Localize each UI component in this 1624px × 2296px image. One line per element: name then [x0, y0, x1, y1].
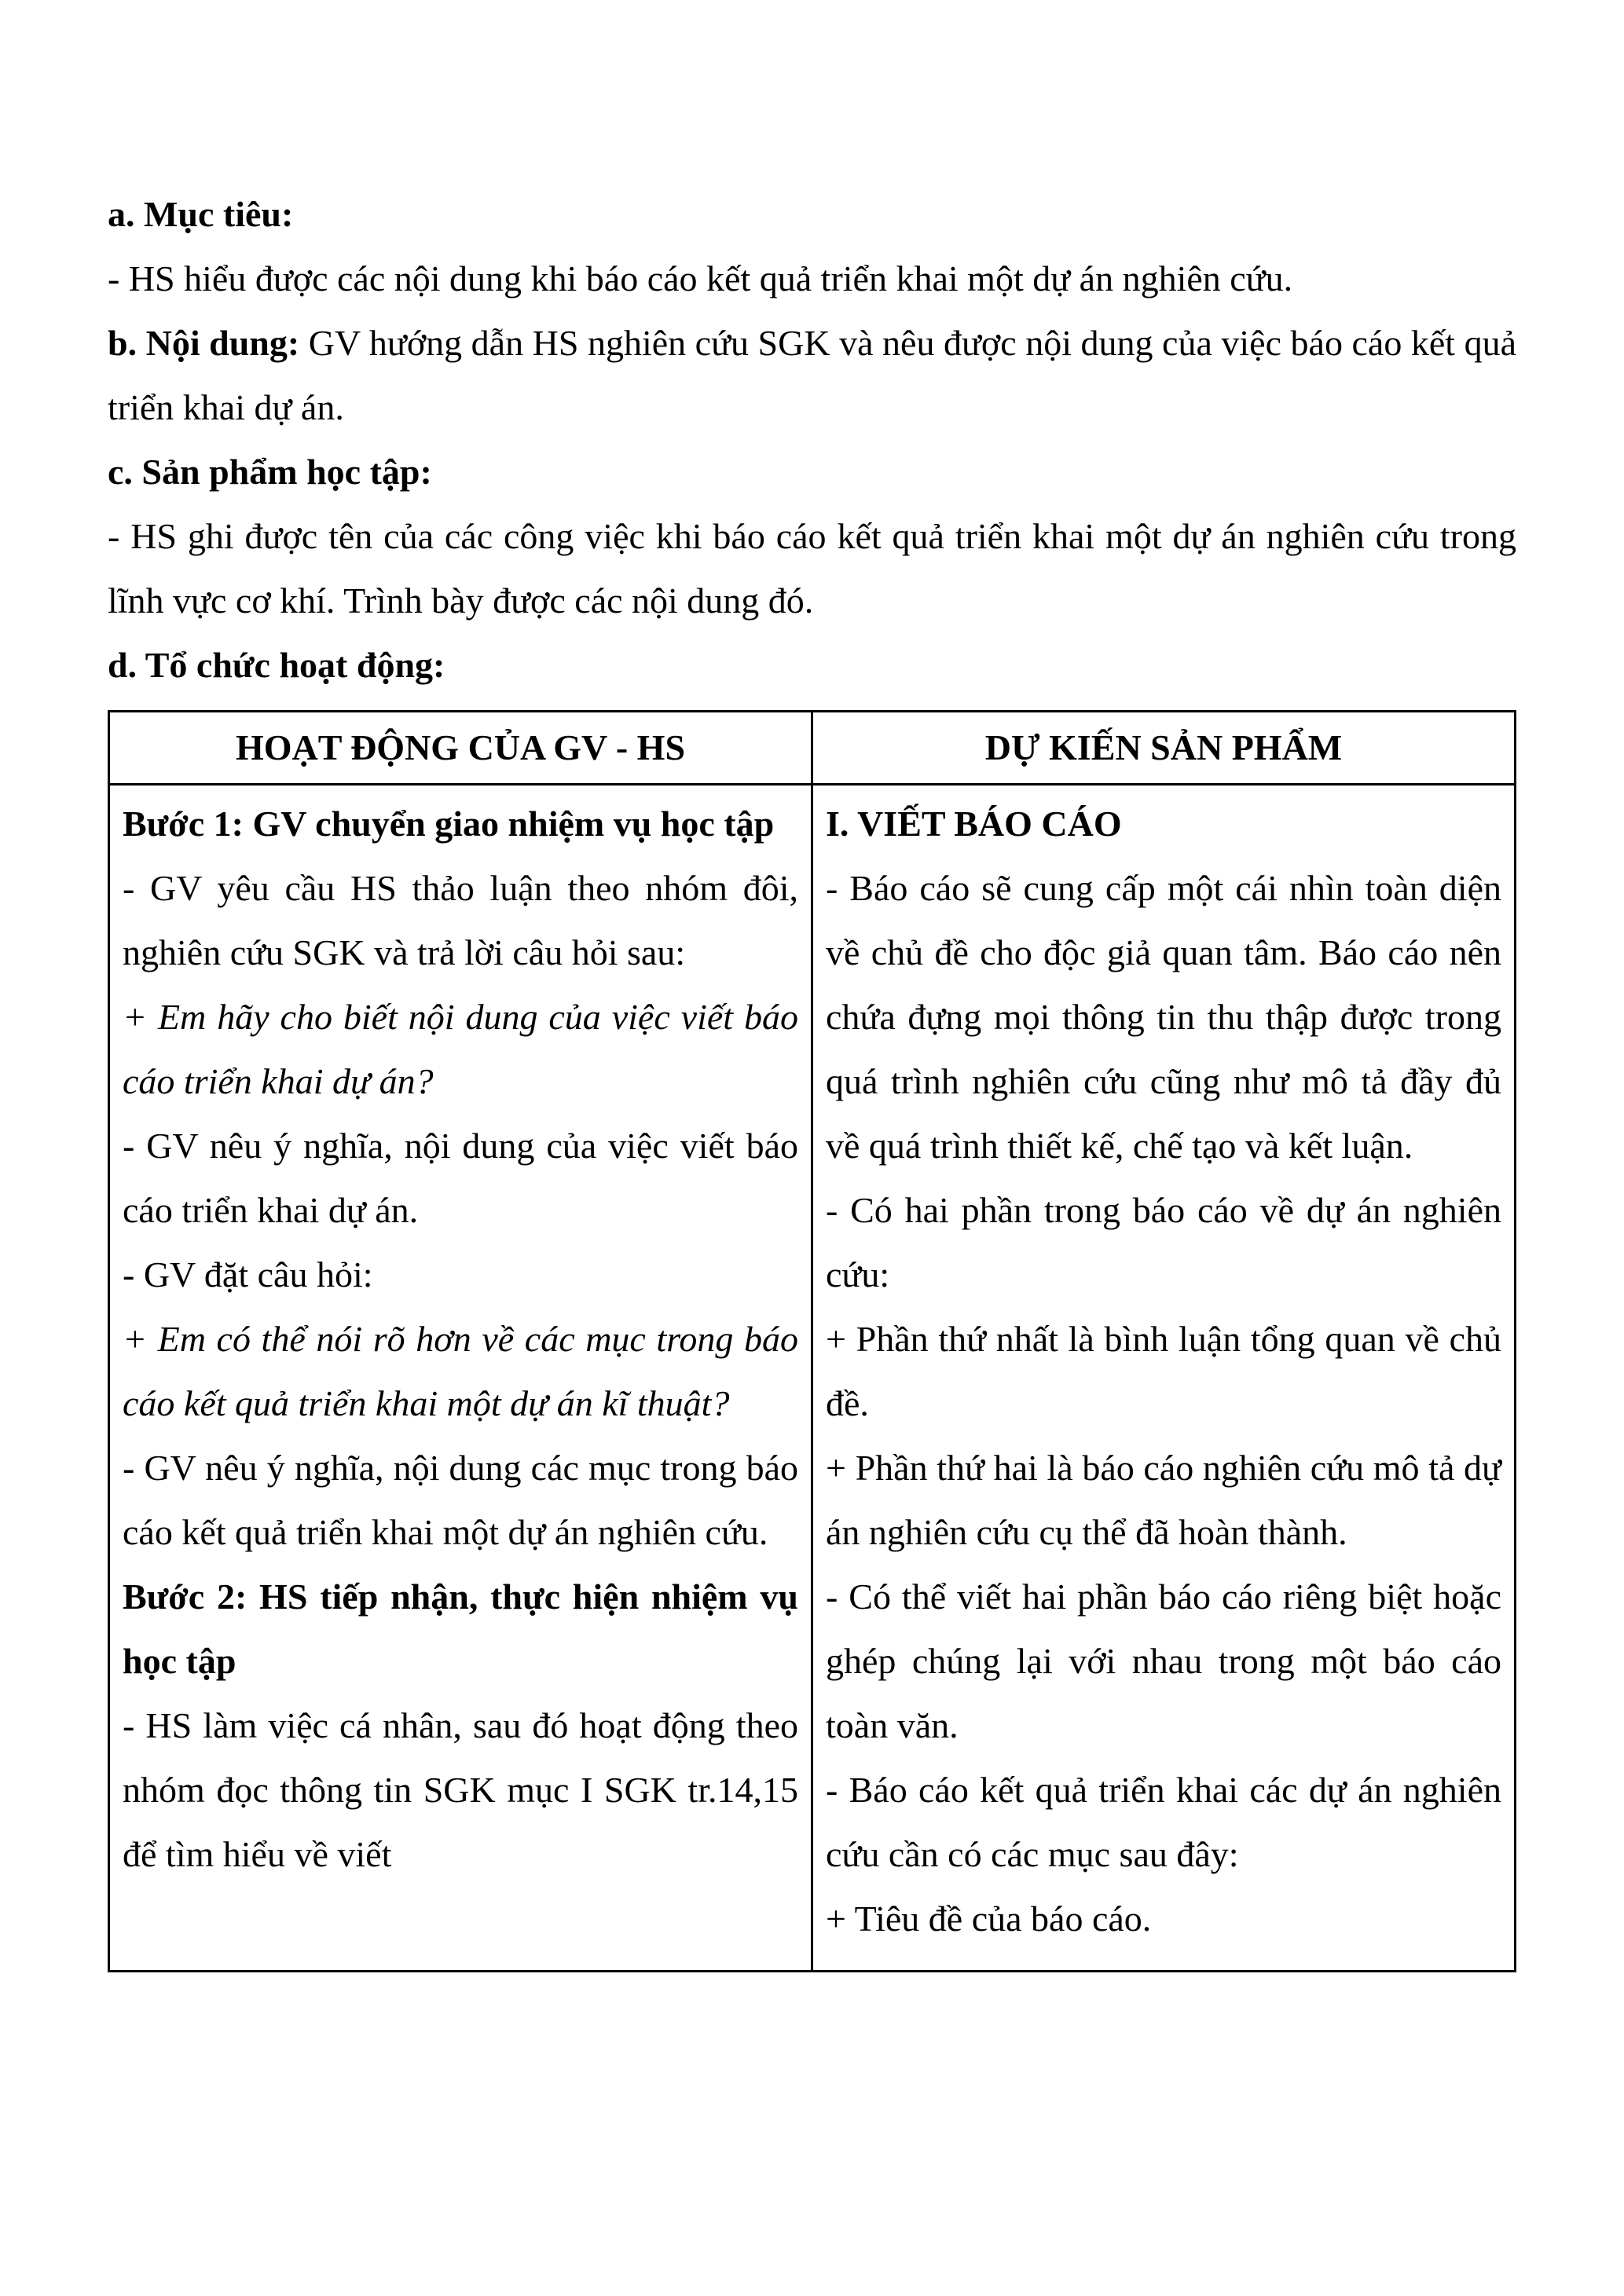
intro-section: [108, 182, 1516, 698]
activity-paragraph: [123, 1307, 798, 1436]
intro-paragraph: [108, 247, 1516, 311]
product-paragraph: [826, 1565, 1501, 1758]
text-run: + Phần thứ hai là báo cáo nghiên cứu mô tả dự án nghiên cứu cụ thể đã hoàn thành.: [826, 1448, 1501, 1552]
text-run: Bước 1: GV chuyển giao nhiệm vụ học tập: [123, 804, 775, 844]
table-body-row: [109, 785, 1516, 1972]
intro-paragraph: [108, 504, 1516, 633]
table-header-row: [109, 712, 1516, 785]
product-paragraph: [826, 1887, 1501, 1951]
text-run: - HS hiểu được các nội dung khi báo cáo kết quả triển khai một dự án nghiên cứu.: [108, 258, 1293, 298]
text-run: - HS làm việc cá nhân, sau đó hoạt động theo nhóm đọc thông tin SGK mục I SGK tr.14,15 để tìm hiểu về viết: [123, 1705, 798, 1874]
text-run: - GV đặt câu hỏi:: [123, 1254, 373, 1294]
table-cell-expected-products: [812, 785, 1516, 1972]
text-run: - GV nêu ý nghĩa, nội dung các mục trong báo cáo kết quả triển khai một dự án nghiên cứu.: [123, 1448, 798, 1552]
activity-paragraph: [123, 1243, 798, 1307]
intro-paragraph: [108, 311, 1516, 440]
text-run: - Báo cáo sẽ cung cấp một cái nhìn toàn diện về chủ đề cho độc giả quan tâm. Báo cáo nên chứa đựng mọi thông tin thu thập được trong quá trình nghiên cứu cũng như mô tả đầy đủ về quá trình thiết kế, chế tạo và kết luận.: [826, 868, 1501, 1166]
text-run: - GV yêu cầu HS thảo luận theo nhóm đôi, nghiên cứu SGK và trả lời câu hỏi sau:: [123, 868, 798, 972]
text-run: + Em có thể nói rõ hơn về các mục trong báo cáo kết quả triển khai một dự án kĩ thuật?: [123, 1319, 798, 1423]
product-paragraph: [826, 1178, 1501, 1307]
text-run: d. Tổ chức hoạt động:: [108, 645, 445, 685]
activity-table-body: [109, 785, 1516, 1972]
text-run: + Em hãy cho biết nội dung của việc viết báo cáo triển khai dự án?: [123, 997, 798, 1101]
text-run: - GV nêu ý nghĩa, nội dung của việc viết báo cáo triển khai dự án.: [123, 1126, 798, 1230]
text-run: Bước 2: HS tiếp nhận, thực hiện nhiệm vụ học tập: [123, 1576, 798, 1681]
product-paragraph: [826, 1307, 1501, 1436]
activity-paragraph: [123, 1565, 798, 1694]
text-run: I. VIẾT BÁO CÁO: [826, 804, 1122, 844]
product-paragraph: [826, 856, 1501, 1178]
text-run: - HS ghi được tên của các công việc khi báo cáo kết quả triển khai một dự án nghiên cứu trong lĩnh vực cơ khí. Trình bày được các nội dung đó.: [108, 516, 1516, 621]
activity-paragraph: [123, 1436, 798, 1565]
activity-table: [108, 710, 1516, 1972]
intro-paragraph: [108, 182, 1516, 247]
product-paragraph: [826, 792, 1501, 856]
activity-paragraph: [123, 1114, 798, 1243]
intro-paragraph: [108, 633, 1516, 698]
text-run: + Phần thứ nhất là bình luận tổng quan về chủ đề.: [826, 1319, 1501, 1423]
text-run: - Báo cáo kết quả triển khai các dự án nghiên cứu cần có các mục sau đây:: [826, 1770, 1501, 1874]
activity-table-head: [109, 712, 1516, 785]
activity-paragraph: [123, 792, 798, 856]
activity-paragraph: [123, 985, 798, 1114]
text-run: b. Nội dung:: [108, 323, 309, 363]
text-run: GV hướng dẫn HS nghiên cứu SGK và nêu được nội dung của việc báo cáo kết quả triển khai dự án.: [108, 323, 1516, 427]
product-paragraph: [826, 1436, 1501, 1565]
product-paragraph: [826, 1758, 1501, 1887]
text-run: + Tiêu đề của báo cáo.: [826, 1899, 1152, 1939]
activity-paragraph: [123, 1694, 798, 1887]
activity-paragraph: [123, 856, 798, 985]
text-run: - Có hai phần trong báo cáo về dự án nghiên cứu:: [826, 1190, 1501, 1294]
table-header-gv-hs: HOẠT ĐỘNG CỦA GV - HS: [109, 712, 812, 785]
table-cell-activities: [109, 785, 812, 1972]
text-run: a. Mục tiêu:: [108, 194, 294, 234]
text-run: c. Sản phẩm học tập:: [108, 452, 432, 492]
table-header-du-kien-san-pham: DỰ KIẾN SẢN PHẨM: [812, 712, 1516, 785]
intro-paragraph: [108, 440, 1516, 504]
text-run: - Có thể viết hai phần báo cáo riêng biệt hoặc ghép chúng lại với nhau trong một báo cáo toàn văn.: [826, 1576, 1501, 1745]
